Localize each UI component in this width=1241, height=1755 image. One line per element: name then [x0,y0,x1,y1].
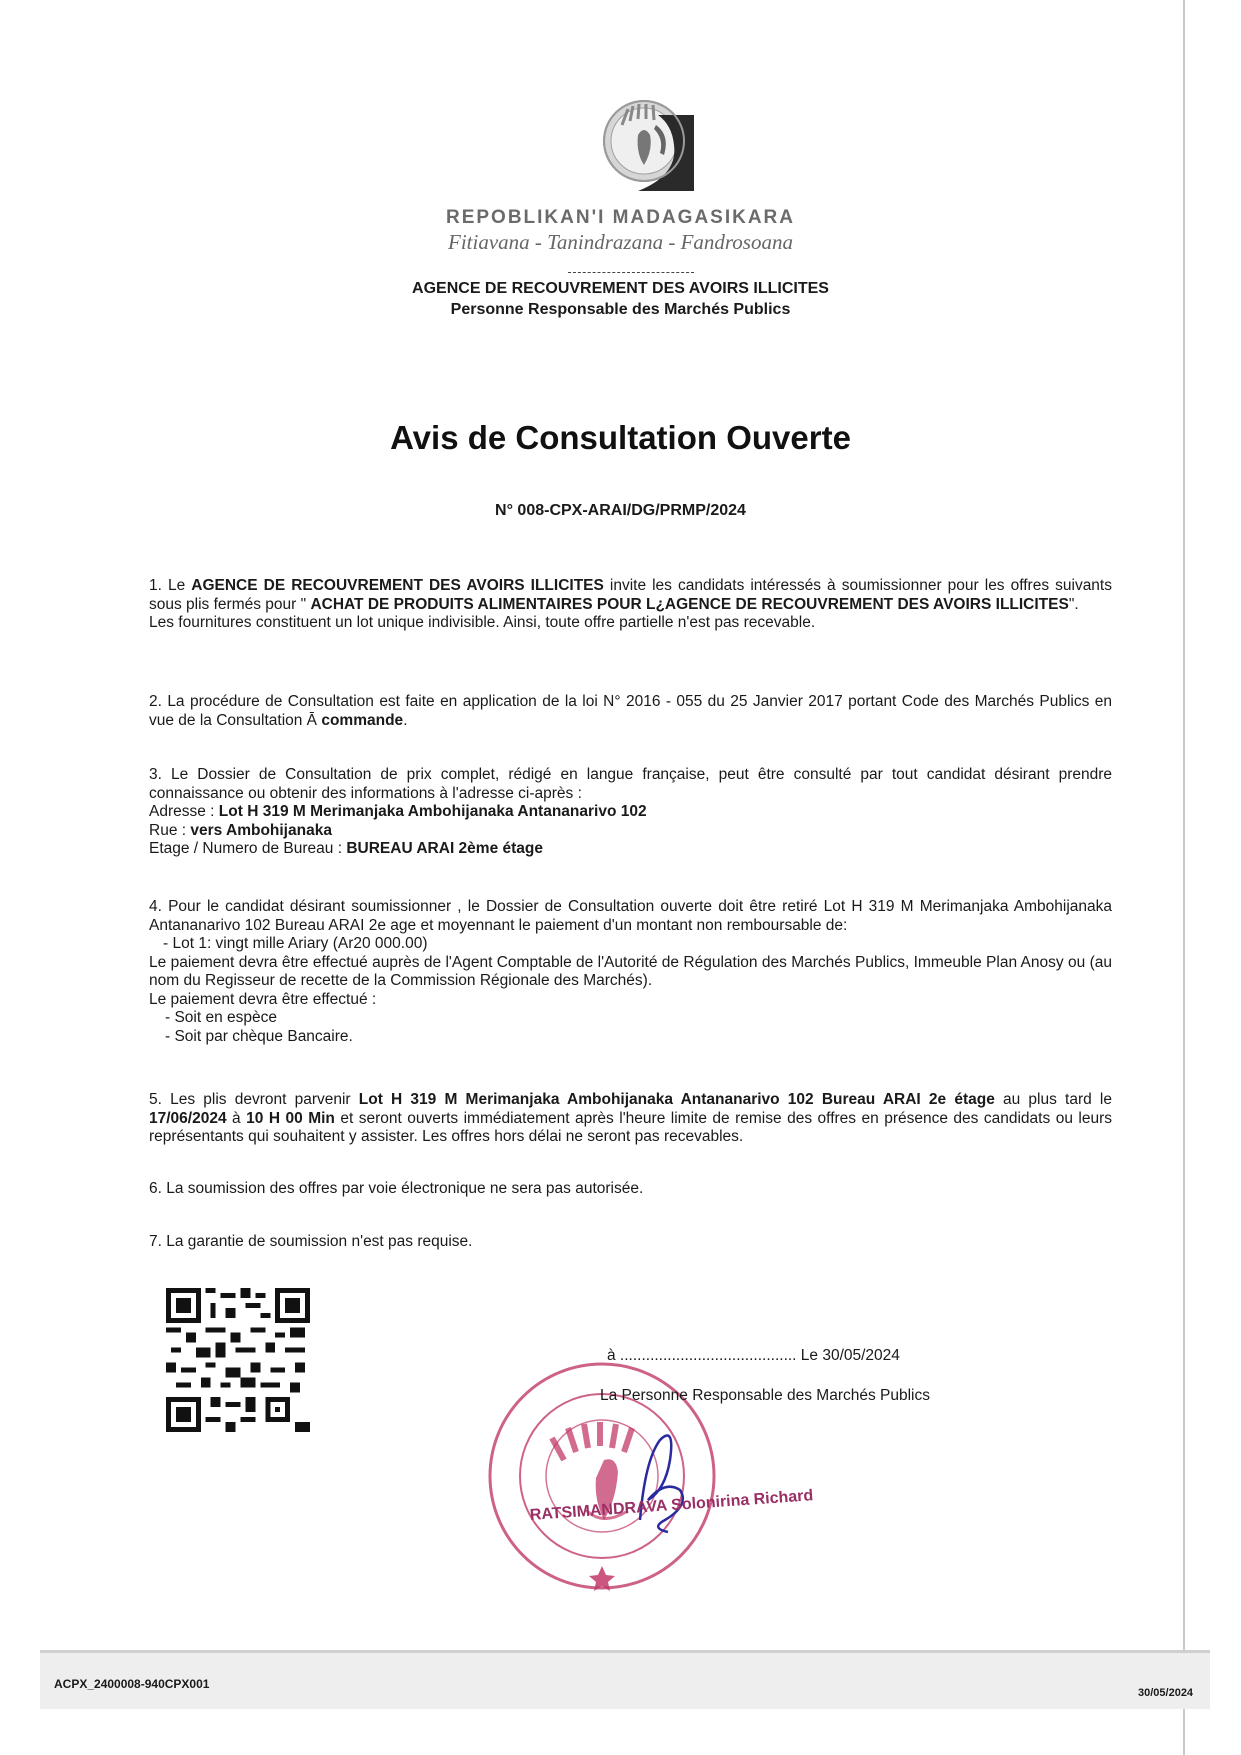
signature-place-date: à ......................................... Le 30/05/2024 [607,1347,900,1364]
s5-deadline-date: 17/06/2024 [149,1109,227,1127]
section-7 [149,1233,1112,1252]
footer-code: ACPX_2400008-940CPX001 [54,1677,210,1691]
s3-floor-value: BUREAU ARAI 2ème étage [346,840,543,857]
s4-intro: 4. Pour le candidat désirant soumissionner , le Dossier de Consultation ouverte doit être retiré Lot H 319 M Merimanjaka Ambohijanaka Antananarivo 102 Bureau ARAI 2e age et moyennant le paiement d'un montant non remboursable de: [149,898,1112,934]
section-5 [149,1091,1112,1147]
s5-text-3: à [232,1109,241,1127]
s1-agency: AGENCE DE RECOUVREMENT DES AVOIRS ILLICITES [191,577,604,594]
s5-address: Lot H 319 M Merimanjaka Ambohijanaka Antananarivo 102 Bureau ARAI 2e étage [358,1091,995,1108]
s3-intro: 3. Le Dossier de Consultation de prix complet, rédigé en langue française, peut être consulté par tout candidat désirant prendre connaissance ou obtenir des informations à l'adresse ci-après : [149,766,1112,802]
republic-name: REPOBLIKAN'I MADAGASIKARA [445,207,796,228]
s1-text-3: ". [1068,595,1079,613]
s7-text: 7. La garantie de soumission n'est pas requise. [149,1233,473,1250]
s2-text-1: 2. La procédure de Consultation est faite en application de la loi N° 2016 - 055 du 25 Janvier 2017 portant Code des Marchés Publics en vue de la Consultation Ā [149,693,1112,729]
section-6 [149,1180,1112,1199]
header-divider [568,272,694,273]
s6-text: 6. La soumission des offres par voie électronique ne sera pas autorisée. [149,1180,644,1197]
s5-deadline-time: 10 H 00 Min [246,1109,335,1127]
scan-edge-line [1183,0,1185,1755]
s4-option-2: - Soit par chèque Bancaire. [165,1027,353,1045]
national-motto: Fitiavana - Tanindrazana - Fandrosoana [448,230,793,254]
section-3 [149,766,1112,859]
s3-street-value: vers Ambohijanaka [190,821,332,839]
s4-payment-2: Le paiement devra être effectué : [149,990,377,1008]
agency-name: AGENCE DE RECOUVREMENT DES AVOIRS ILLICITES [412,280,829,297]
s1-text-2: invite les candidats intéressés à soumissionner pour les offres suivants sous plis fermés pour " [149,577,1112,613]
s3-floor-label: Etage / Numero de Bureau : [149,840,343,857]
prmp-label: Personne Responsable des Marchés Publics [450,301,791,318]
s3-address-value: Lot H 319 M Merimanjaka Ambohijanaka Antananarivo 102 [218,803,647,820]
s5-text-4: et seront ouverts immédiatement après l'heure limite de remise des offres en présence des candidats ou leurs représentants qui souhaitent y assister. Les offres hors délai ne seront pas recevables. [149,1109,1112,1145]
s2-text-2: . [403,711,408,729]
s4-payment: Le paiement devra être effectué auprès de l'Agent Comptable de l'Autorité de Régulation des Marchés Publics, Immeuble Plan Anosy ou (au nom du Regisseur de recette de la Commission Régionale des Marchés). [149,953,1112,989]
section-1 [149,577,1112,633]
page-title: Avis de Consultation Ouverte [390,419,851,456]
coat-of-arms-icon [598,95,698,195]
signatory-name: RATSIMANDRAVA Solonirina Richard [529,1487,814,1524]
s1-text-1: 1. Le [149,577,186,594]
section-2 [149,693,1112,730]
s4-option-1: - Soit en espèce [165,1009,278,1026]
s5-text-1: 5. Les plis devront parvenir [149,1091,351,1108]
footer-date: 30/05/2024 [1138,1687,1194,1699]
footer-bar [40,1650,1210,1709]
signature-role: La Personne Responsable des Marchés Publics [600,1387,930,1404]
s4-lot1: - Lot 1: vingt mille Ariary (Ar20 000.00) [163,935,428,952]
s3-street-label: Rue : [149,821,187,839]
s2-commande: commande [321,711,404,729]
section-4 [149,898,1112,1046]
handwritten-signature [620,1420,700,1540]
s1-object: ACHAT DE PRODUITS ALIMENTAIRES POUR L¿AGENCE DE RECOUVREMENT DES AVOIRS ILLICITES [310,595,1069,613]
s3-address-label: Adresse : [149,803,215,820]
s1-line-2: Les fournitures constituent un lot unique indivisible. Ainsi, toute offre partielle n'est pas recevable. [149,614,816,631]
qr-code-icon [166,1288,310,1432]
s5-text-2: au plus tard le [1003,1091,1112,1108]
reference-number: N° 008-CPX-ARAI/DG/PRMP/2024 [495,502,746,519]
